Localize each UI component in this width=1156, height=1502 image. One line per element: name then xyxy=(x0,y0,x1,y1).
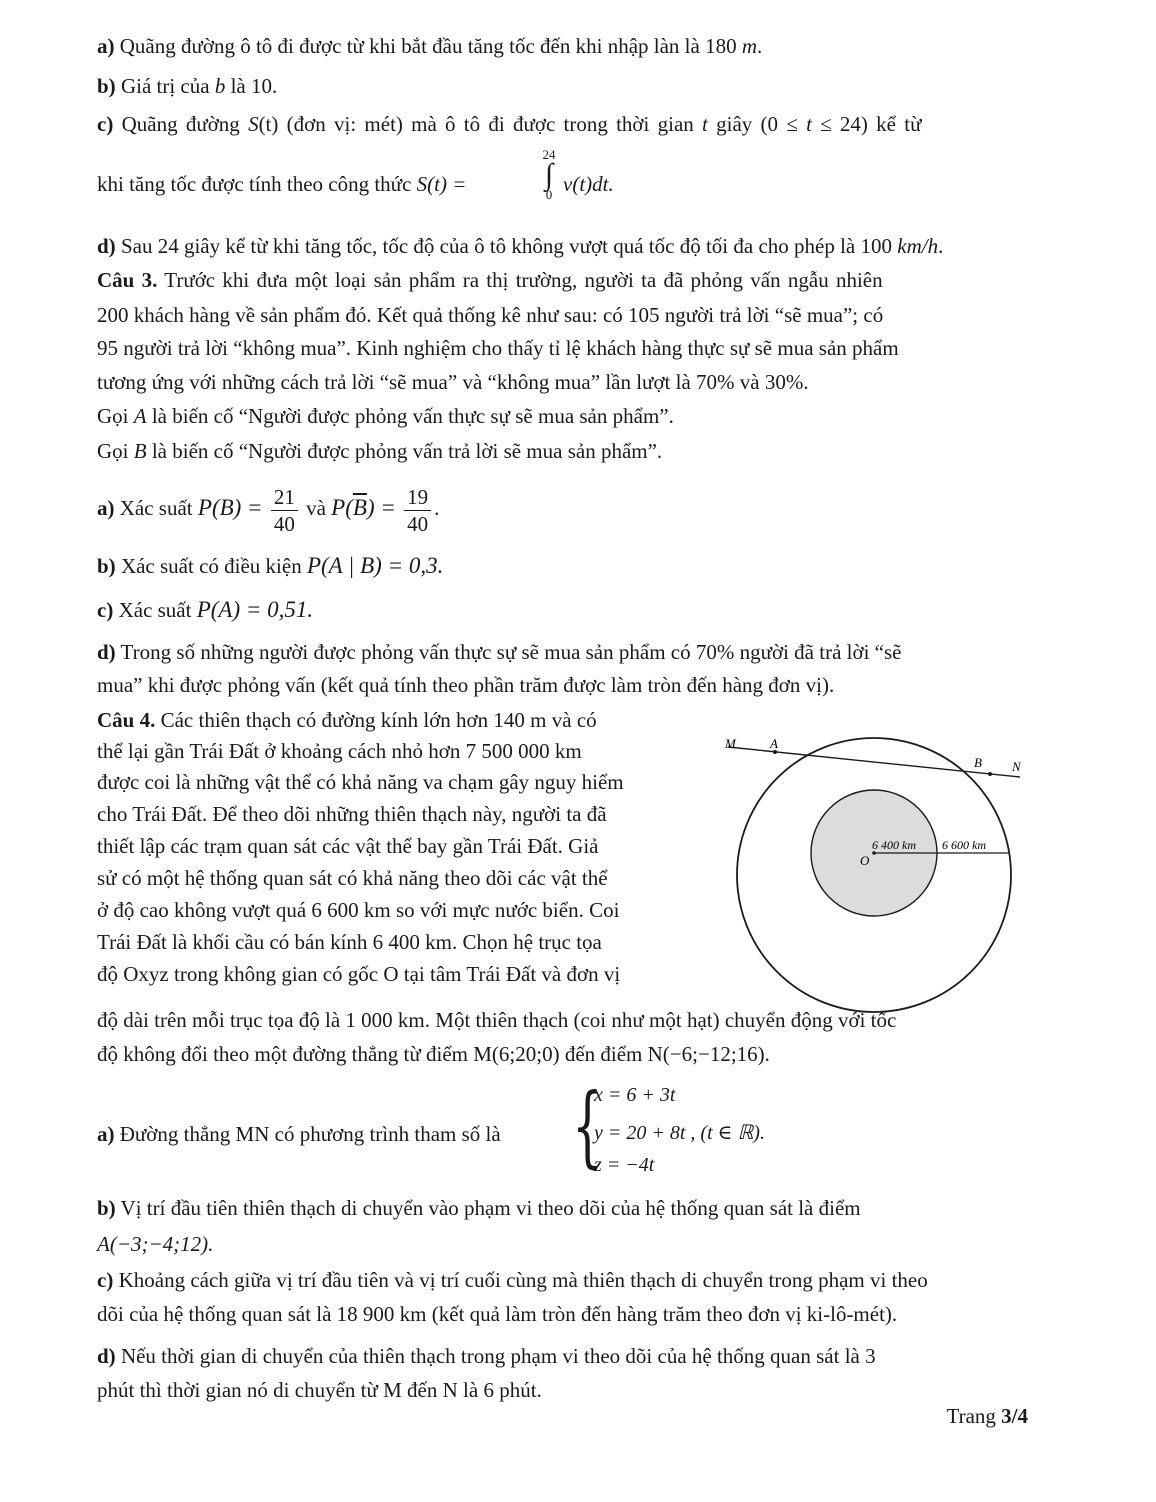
integrand: v(t)dt. xyxy=(563,172,614,196)
label-o: O xyxy=(860,853,870,868)
eq-y: y = 20 + 8t , (t ∈ ℝ). xyxy=(594,1122,765,1144)
q3-a-mid: và xyxy=(300,496,332,520)
q2-d-unit: km/h xyxy=(897,234,939,258)
fraction-21-40 xyxy=(271,484,298,537)
point-b-dot xyxy=(988,772,992,776)
q4-line-0: Các thiên thạch có đường kính lớn hơn 140 m và có xyxy=(155,708,597,732)
q3-b-expr: P(A | B) = 0,3. xyxy=(306,553,444,578)
q4-line2: thể lại gần Trái Đất ở khoảng cách nhỏ hơn 7 500 000 km xyxy=(97,739,582,763)
q4-c-text1: Khoảng cách giữa vị trí đầu tiên và vị trí cuối cùng mà thiên thạch di chuyển trong phạm vi theo xyxy=(113,1268,928,1292)
frac1-num: 21 xyxy=(271,484,298,511)
q3-evA-post: là biến cố “Người được phỏng vấn thực sự sẽ mua sản phẩm”. xyxy=(146,404,674,428)
q4-line5: thiết lập các trạm quan sát các vật thể bay gần Trái Đất. Giả xyxy=(97,834,599,858)
q4-a xyxy=(97,1120,501,1148)
q3-a xyxy=(97,480,439,537)
q3-a-bbar: $\overline{B}$ xyxy=(352,495,367,520)
q3-b-label: b) xyxy=(97,554,116,578)
q3-d-label: d) xyxy=(97,640,116,664)
q2-b xyxy=(97,72,277,100)
q3-a-pb: P(B) = xyxy=(197,495,263,520)
q2-c-text: Quãng đường xyxy=(121,112,249,136)
q4-b-label: b) xyxy=(97,1196,116,1220)
label-radius-outer: 6 600 km xyxy=(942,838,986,852)
q4-line8: Trái Đất là khối cầu có bán kính 6 400 km. Chọn hệ trục tọa xyxy=(97,930,602,954)
q3-b xyxy=(97,552,443,580)
q2-a-label: a) xyxy=(97,34,115,58)
q3-d-line2: mua” khi được phỏng vấn (kết quả tính theo phần trăm được làm tròn đến hàng đơn vị). xyxy=(97,673,835,697)
q2-c-label: c) xyxy=(97,112,114,136)
q2-c-line1 xyxy=(97,110,921,138)
q2-c-line2-text: khi tăng tốc được tính theo công thức xyxy=(97,172,417,196)
q4-a-text: Đường thẳng MN có phương trình tham số là xyxy=(114,1122,501,1146)
q2-b-end: là 10. xyxy=(225,74,278,98)
q3-line1 xyxy=(97,266,883,294)
q4-line9: độ Oxyz trong không gian có gốc O tại tâm Trái Đất và đơn vị xyxy=(97,962,621,986)
integral-sign xyxy=(538,148,560,202)
q3-c-label: c) xyxy=(97,598,114,622)
label-radius-earth: 6 400 km xyxy=(872,838,916,852)
q2-b-label: b) xyxy=(97,74,116,98)
q2-d-label: d) xyxy=(97,234,116,258)
q3-a-end: . xyxy=(434,496,440,520)
q4-d-line2: phút thì thời gian nó di chuyển từ M đến N là 6 phút. xyxy=(97,1378,542,1402)
q4-line1 xyxy=(97,706,597,734)
orbit-figure xyxy=(720,725,1040,1015)
frac1-den: 40 xyxy=(273,511,295,536)
q3-evA-pre: Gọi xyxy=(97,404,134,428)
q2-d-text: Sau 24 giây kể từ khi tăng tốc, tốc độ của ô tô không vượt quá tốc độ tối đa cho phép là 100 xyxy=(120,234,898,258)
integral-upper: 24 xyxy=(542,147,556,162)
q2-d xyxy=(97,232,943,260)
q2-c-text4: ≤ 24) kể từ xyxy=(811,112,922,136)
q2-b-text: Giá trị của xyxy=(120,74,215,98)
q2-a-unit: m xyxy=(741,34,757,58)
q3-line3: 95 người trả lời “không mua”. Kinh nghiệm cho thấy tỉ lệ khách hàng thực sự sẽ mua sản phẩm xyxy=(97,336,899,360)
q3-title: Câu 3. xyxy=(97,268,158,292)
q3-evA-var: A xyxy=(133,404,147,428)
q2-b-var: b xyxy=(214,74,226,98)
q3-c-expr: P(A) = 0,51. xyxy=(196,597,314,622)
eq-z: z = −4t xyxy=(594,1154,655,1176)
q4-line7: ở độ cao không vượt quá 6 600 km so với mực nước biển. Coi xyxy=(97,898,620,922)
label-b: B xyxy=(974,755,982,770)
q4-line10: độ dài trên mỗi trục tọa độ là 1 000 km. Một thiên thạch (coi như một hạt) chuyển động với tốc xyxy=(97,1008,897,1032)
integral-lower: 0 xyxy=(545,187,553,202)
label-m: M xyxy=(725,736,736,751)
q4-c-label: c) xyxy=(97,1268,114,1292)
q4-line6: sử có một hệ thống quan sát có khả năng theo dõi các vật thể xyxy=(97,866,608,890)
frac2-den: 40 xyxy=(407,511,429,536)
q2-c-paren: (t) xyxy=(258,112,279,136)
frac2-num: 19 xyxy=(404,484,431,511)
q4-a-label: a) xyxy=(97,1122,115,1146)
q4-title: Câu 4. xyxy=(97,708,156,732)
q3-d-text1: Trong số những người được phỏng vấn thực sự sẽ mua sản phẩm có 70% người đã trả lời “sẽ xyxy=(115,640,902,664)
q4-line3: được coi là những vật thể có khả năng va chạm gây nguy hiểm xyxy=(97,770,624,794)
q2-a-text: Quãng đường ô tô đi được từ khi bắt đầu tăng tốc đến khi nhập làn là 180 xyxy=(119,34,742,58)
eq-x: x = 6 + 3t xyxy=(594,1084,676,1106)
q4-d-line1 xyxy=(97,1342,876,1370)
q4-c-line2: dõi của hệ thống quan sát là 18 900 km (kết quả làm tròn đến hàng trăm theo đơn vị ki-lô-mét). xyxy=(97,1302,898,1326)
q3-c xyxy=(97,596,313,624)
page-number: 3/4 xyxy=(1001,1404,1028,1428)
q2-c-line2 xyxy=(97,170,466,198)
q3-a-text: Xác suất xyxy=(114,496,198,520)
q2-c-text3: giây (0 ≤ xyxy=(707,112,807,136)
q3-evB-pre: Gọi xyxy=(97,439,134,463)
q4-b-line1 xyxy=(97,1194,861,1222)
page-footer xyxy=(947,1404,1029,1429)
q3-para-0: Trước khi đưa một loại sản phẩm ra thị trường, người ta đã phỏng vấn ngẫu nhiên xyxy=(157,268,883,292)
q3-line2: 200 khách hàng về sản phẩm đó. Kết quả thống kê như sau: có 105 người trả lời “sẽ mua”; có xyxy=(97,303,884,327)
q4-b-line2: A(−3;−4;12). xyxy=(97,1232,214,1256)
q2-c-t: t xyxy=(702,112,708,136)
q4-line11: độ không đổi theo một đường thẳng từ điểm M(6;20;0) đến điểm N(−6;−12;16). xyxy=(97,1042,770,1066)
q4-line4: cho Trái Đất. Để theo dõi những thiên thạch này, người ta đã xyxy=(97,802,607,826)
q3-evB-post: là biến cố “Người được phỏng vấn trả lời sẽ mua sản phẩm”. xyxy=(146,439,663,463)
q3-a-label: a) xyxy=(97,496,115,520)
footer-label: Trang xyxy=(946,1404,1002,1428)
q2-c-S: S xyxy=(248,112,259,136)
q2-c-formula-lhs: S(t) = xyxy=(416,172,467,196)
q3-b-text: Xác suất có điều kiện xyxy=(115,554,307,578)
q4-c-line1 xyxy=(97,1266,928,1294)
fraction-19-40 xyxy=(404,484,431,537)
q3-event-a xyxy=(97,402,674,430)
q3-evB-var: B xyxy=(133,439,147,463)
q4-d-label: d) xyxy=(97,1344,116,1368)
integral-symbol: ∫ xyxy=(544,158,554,191)
q2-a xyxy=(97,32,762,60)
q4-b-text1: Vị trí đầu tiên thiên thạch di chuyển vào phạm vi theo dõi của hệ thống quan sát là điểm xyxy=(115,1196,861,1220)
q3-d-line1 xyxy=(97,638,901,666)
q3-line4: tương ứng với những cách trả lời “sẽ mua” và “không mua” lần lượt là 70% và 30%. xyxy=(97,370,809,394)
q3-a-p2: P( xyxy=(331,495,353,520)
q3-a-p2c: ) = xyxy=(366,495,396,520)
q2-a-end: . xyxy=(757,34,763,58)
q2-d-end: . xyxy=(938,234,944,258)
q4-d-text1: Nếu thời gian di chuyển của thiên thạch trong phạm vi theo dõi của hệ thống quan sát là 3 xyxy=(115,1344,876,1368)
q2-c-text2: (đơn vị: mét) mà ô tô đi được trong thời gian xyxy=(278,112,703,136)
label-a: A xyxy=(770,736,778,751)
q3-c-text: Xác suất xyxy=(113,598,197,622)
q3-event-b xyxy=(97,437,662,465)
system-brace: { xyxy=(572,1074,603,1177)
label-n: N xyxy=(1012,759,1021,774)
q2-c-t2: t xyxy=(806,112,812,136)
